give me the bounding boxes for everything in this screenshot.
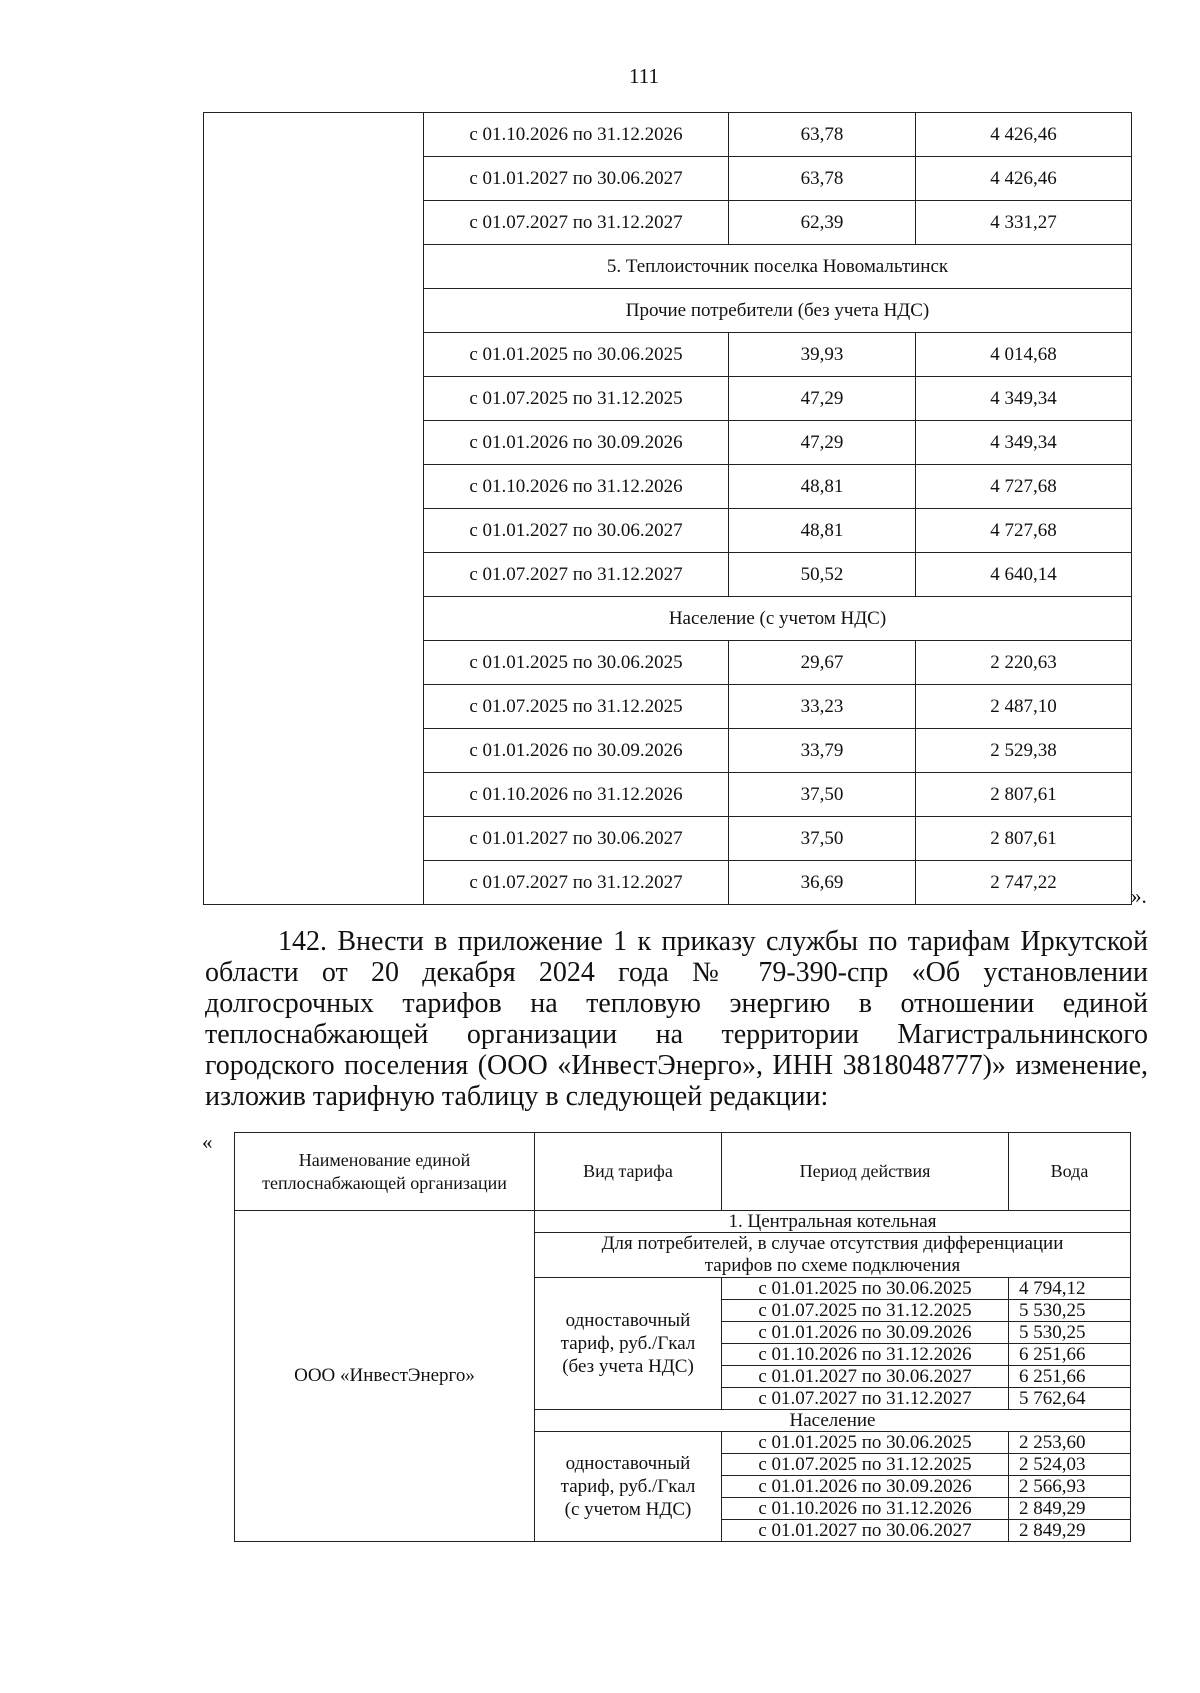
- period-cell: с 01.07.2027 по 31.12.2027: [424, 861, 729, 905]
- period-cell: с 01.07.2027 по 31.12.2027: [424, 553, 729, 597]
- rate-cell: 48,81: [729, 509, 916, 553]
- period-cell: с 01.01.2027 по 30.06.2027: [424, 817, 729, 861]
- paragraph-line: области от 20 декабря 2024 года № 79-390-спр «Об установлении: [205, 957, 1148, 988]
- group-heading: Для потребителей, в случае отсутствия дифференциации тарифов по схеме подключения: [535, 1233, 1131, 1278]
- rate-cell: 33,23: [729, 685, 916, 729]
- period-cell: с 01.01.2025 по 30.06.2025: [424, 641, 729, 685]
- price-cell: 4 640,14: [916, 553, 1132, 597]
- period-cell: с 01.01.2026 по 30.09.2026: [722, 1322, 1009, 1344]
- header-org: Наименование единой теплоснабжающей организации: [235, 1133, 535, 1211]
- period-cell: с 01.01.2027 по 30.06.2027: [722, 1520, 1009, 1542]
- period-cell: с 01.10.2026 по 31.12.2026: [424, 465, 729, 509]
- price-cell: 2 807,61: [916, 773, 1132, 817]
- price-cell: 4 727,68: [916, 509, 1132, 553]
- value-cell: 2 524,03: [1009, 1454, 1131, 1476]
- period-cell: с 01.07.2025 по 31.12.2025: [722, 1454, 1009, 1476]
- rate-cell: 50,52: [729, 553, 916, 597]
- paragraph-line: изложив тарифную таблицу в следующей редакции:: [205, 1081, 829, 1112]
- period-cell: с 01.01.2025 по 30.06.2025: [722, 1432, 1009, 1454]
- rate-cell: 62,39: [729, 201, 916, 245]
- period-cell: с 01.01.2027 по 30.06.2027: [424, 157, 729, 201]
- rate-cell: 39,93: [729, 333, 916, 377]
- tariff-table-continued: [203, 112, 1132, 905]
- value-cell: 6 251,66: [1009, 1366, 1131, 1388]
- group-heading: Население (с учетом НДС): [424, 597, 1132, 641]
- rate-cell: 36,69: [729, 861, 916, 905]
- opening-quote: «: [202, 1130, 213, 1154]
- period-cell: с 01.10.2026 по 31.12.2026: [722, 1498, 1009, 1520]
- rate-cell: 48,81: [729, 465, 916, 509]
- price-cell: 2 807,61: [916, 817, 1132, 861]
- price-cell: 2 529,38: [916, 729, 1132, 773]
- value-cell: 5 762,64: [1009, 1388, 1131, 1410]
- value-cell: 5 530,25: [1009, 1300, 1131, 1322]
- rate-cell: 33,79: [729, 729, 916, 773]
- period-cell: с 01.01.2026 по 30.09.2026: [424, 729, 729, 773]
- paragraph-line: 142. Внести в приложение 1 к приказу службы по тарифам Иркутской: [278, 926, 1148, 957]
- period-cell: с 01.10.2026 по 31.12.2026: [424, 113, 729, 157]
- rate-cell: 63,78: [729, 157, 916, 201]
- value-cell: 5 530,25: [1009, 1322, 1131, 1344]
- paragraph-line: городского поселения (ООО «ИнвестЭнерго», ИНН 3818048777)» изменение,: [205, 1050, 1148, 1081]
- header-row: [235, 1133, 1131, 1211]
- price-cell: 4 349,34: [916, 421, 1132, 465]
- price-cell: 4 014,68: [916, 333, 1132, 377]
- tariff-type-cell: одноставочный тариф, руб./Гкал (с учетом НДС): [535, 1432, 722, 1542]
- section-heading: 5. Теплоисточник поселка Новомальтинск: [424, 245, 1132, 289]
- tariff-table-investenergo: [234, 1132, 1131, 1542]
- section-heading: 1. Центральная котельная: [535, 1211, 1131, 1233]
- value-cell: 2 253,60: [1009, 1432, 1131, 1454]
- price-cell: 4 727,68: [916, 465, 1132, 509]
- closing-quote: ».: [1131, 884, 1147, 908]
- period-cell: с 01.01.2026 по 30.09.2026: [722, 1476, 1009, 1498]
- section-row: [235, 1211, 1131, 1233]
- period-cell: с 01.01.2025 по 30.06.2025: [424, 333, 729, 377]
- price-cell: 2 487,10: [916, 685, 1132, 729]
- value-cell: 2 849,29: [1009, 1520, 1131, 1542]
- price-cell: 4 331,27: [916, 201, 1132, 245]
- period-cell: с 01.01.2025 по 30.06.2025: [722, 1278, 1009, 1300]
- value-cell: 4 794,12: [1009, 1278, 1131, 1300]
- period-cell: с 01.01.2026 по 30.09.2026: [424, 421, 729, 465]
- value-cell: 2 849,29: [1009, 1498, 1131, 1520]
- period-cell: с 01.07.2027 по 31.12.2027: [722, 1388, 1009, 1410]
- period-cell: с 01.07.2025 по 31.12.2025: [424, 377, 729, 421]
- header-tariff-type: Вид тарифа: [535, 1133, 722, 1211]
- org-name-cell: ООО «ИнвестЭнерго»: [235, 1211, 535, 1542]
- rate-cell: 63,78: [729, 113, 916, 157]
- period-cell: с 01.01.2027 по 30.06.2027: [722, 1366, 1009, 1388]
- period-cell: с 01.07.2025 по 31.12.2025: [722, 1300, 1009, 1322]
- paragraph-line: долгосрочных тарифов на тепловую энергию в отношении единой: [205, 988, 1148, 1019]
- table-row: [204, 113, 1132, 157]
- tariff-type-cell: одноставочный тариф, руб./Гкал (без учета НДС): [535, 1278, 722, 1410]
- group-heading: Население: [535, 1410, 1131, 1432]
- page-number: 111: [629, 64, 659, 88]
- price-cell: 4 349,34: [916, 377, 1132, 421]
- price-cell: 2 747,22: [916, 861, 1132, 905]
- rate-cell: 37,50: [729, 773, 916, 817]
- period-cell: с 01.07.2027 по 31.12.2027: [424, 201, 729, 245]
- period-cell: с 01.01.2027 по 30.06.2027: [424, 509, 729, 553]
- price-cell: 4 426,46: [916, 157, 1132, 201]
- period-cell: с 01.10.2026 по 31.12.2026: [722, 1344, 1009, 1366]
- rate-cell: 47,29: [729, 377, 916, 421]
- header-period: Период действия: [722, 1133, 1009, 1211]
- period-cell: с 01.07.2025 по 31.12.2025: [424, 685, 729, 729]
- org-cell-empty: [204, 113, 424, 905]
- value-cell: 2 566,93: [1009, 1476, 1131, 1498]
- paragraph-line: теплоснабжающей организации на территории Магистральнинского: [205, 1019, 1148, 1050]
- rate-cell: 29,67: [729, 641, 916, 685]
- price-cell: 2 220,63: [916, 641, 1132, 685]
- group-heading: Прочие потребители (без учета НДС): [424, 289, 1132, 333]
- value-cell: 6 251,66: [1009, 1344, 1131, 1366]
- header-water: Вода: [1009, 1133, 1131, 1211]
- price-cell: 4 426,46: [916, 113, 1132, 157]
- rate-cell: 37,50: [729, 817, 916, 861]
- rate-cell: 47,29: [729, 421, 916, 465]
- amendment-paragraph: [205, 926, 1148, 1112]
- period-cell: с 01.10.2026 по 31.12.2026: [424, 773, 729, 817]
